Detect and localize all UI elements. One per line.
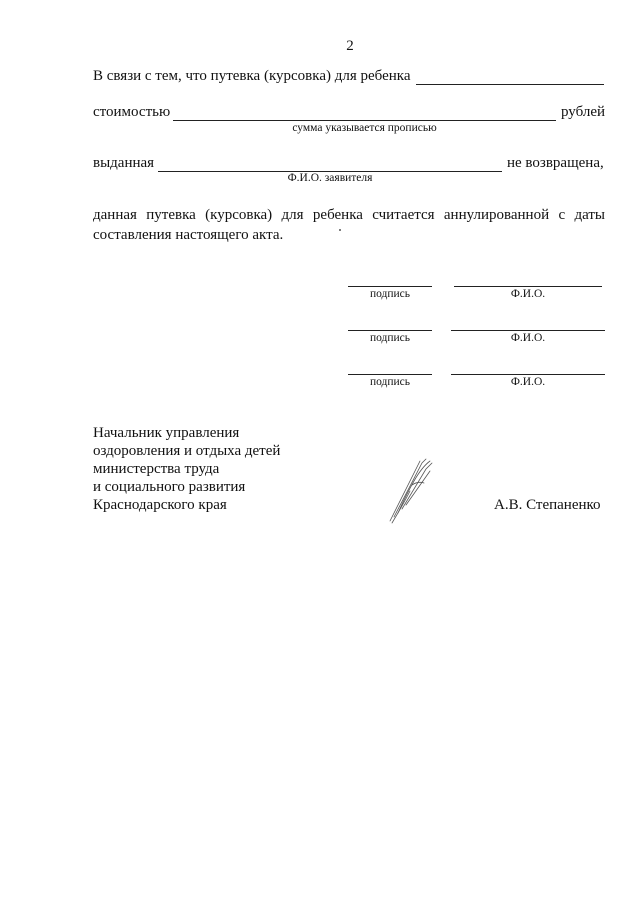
page-number: 2 — [346, 38, 354, 54]
intro-text: В связи с тем, что путевка (курсовка) для ребенка — [93, 68, 411, 84]
name-caption: Ф.И.О. — [510, 288, 546, 300]
name-line — [451, 374, 605, 375]
name-line — [454, 286, 602, 287]
signatory-title-line: Начальник управления — [93, 425, 240, 441]
signatory-title-line: министерства труда — [93, 461, 220, 477]
signatory-name: А.В. Степаненко — [494, 497, 601, 513]
name-caption: Ф.И.О. — [510, 376, 546, 388]
child-name-blank — [416, 84, 604, 85]
applicant-caption: Ф.И.О. заявителя — [287, 172, 373, 184]
signatory-title-line: Краснодарского края — [93, 497, 227, 513]
signatory-title-line: и социального развития — [93, 479, 246, 495]
currency-label: рублей — [561, 104, 606, 120]
annulment-paragraph: данная путевка (курсовка) для ребенка считается аннулированной с даты составления настоящего акта. — [93, 207, 605, 243]
signature-line — [348, 330, 432, 331]
not-returned-label: не возвращена, — [507, 155, 604, 171]
signature-caption: подпись — [369, 288, 411, 300]
speck-dot — [339, 229, 341, 231]
name-caption: Ф.И.О. — [510, 332, 546, 344]
name-line — [451, 330, 605, 331]
signature-line — [348, 374, 432, 375]
signature-caption: подпись — [369, 332, 411, 344]
signature-line — [348, 286, 432, 287]
signatory-title-line: оздоровления и отдыха детей — [93, 443, 281, 459]
cost-label: стоимостью — [93, 104, 171, 120]
issued-label: выданная — [93, 155, 155, 171]
cost-blank — [173, 120, 556, 121]
signature-caption: подпись — [369, 376, 411, 388]
handwritten-signature — [386, 455, 440, 525]
cost-caption: сумма указывается прописью — [292, 122, 437, 134]
